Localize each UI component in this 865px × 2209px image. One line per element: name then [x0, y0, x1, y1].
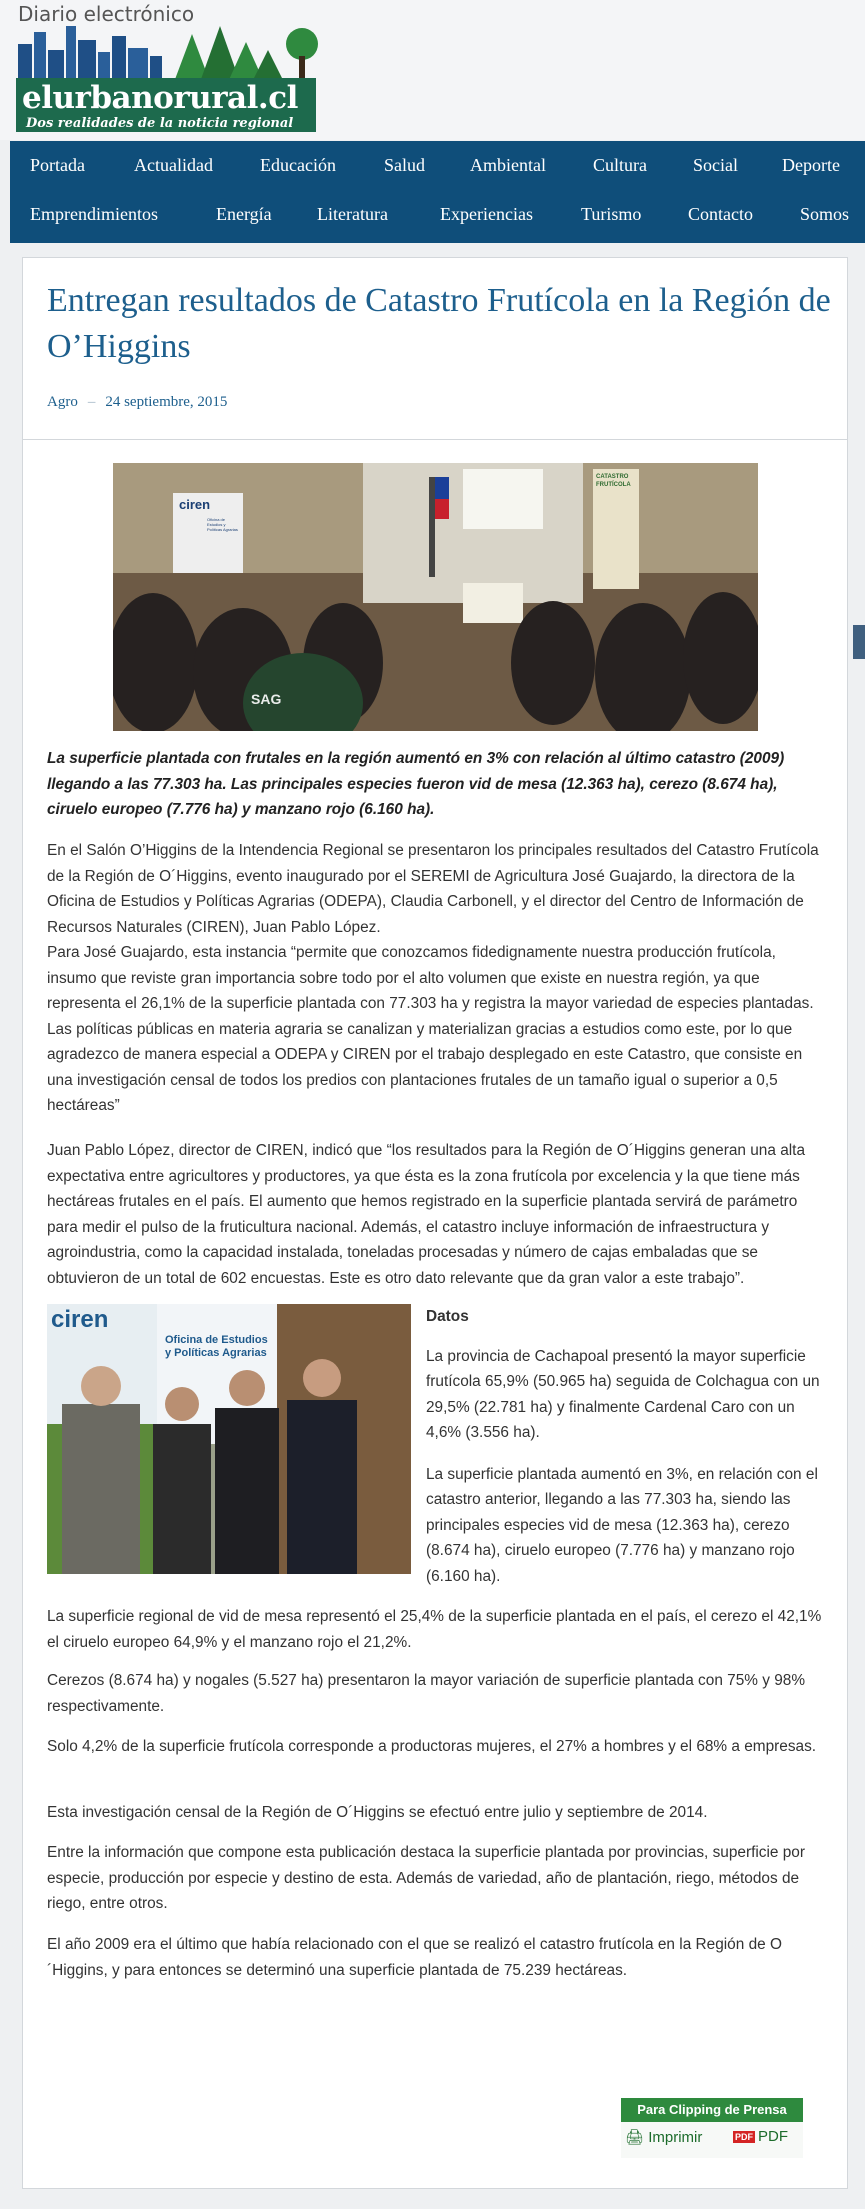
sag-vest-text: SAG [251, 691, 282, 707]
nav-educacion[interactable]: Educación [260, 155, 336, 175]
paragraph-3: Juan Pablo López, director de CIREN, indicó que “los resultados para la Región de O´Higgins generan una alta expectativa entre agricultores y productores, ya que ésta es la zona frutícola por excelencia y la que tiene más hectáreas frutales en el país. El aumento que hemos registrado en la superficie plantada servirá de parámetro para medir el pulso de la fruticultura nacional. Además, el catastro incluye información de infraestructura y agroindustria, como la capacidad instalada, toneladas procesadas y número de cajas embaladas que se obtuvieron de un total de 602 encuestas. Este es otro dato relevante que da gran valor a este trabajo”. [47, 1142, 806, 1287]
article-category[interactable]: Agro [47, 394, 78, 410]
nav-emprendimientos[interactable]: Emprendimientos [30, 204, 158, 224]
nav-energia[interactable]: Energía [216, 204, 272, 224]
meta-separator: – [87, 394, 96, 410]
datos-paragraph-1: La provincia de Cachapoal presentó la mayor superficie frutícola 65,9% (50.965 ha) seguida de Colchagua con un 29,5% (22.781 ha) y finalmente Cardenal Caro con un 4,6% (3.556 ha). [426, 1347, 820, 1441]
ciren-sign-text: ciren [179, 497, 211, 512]
nav-portada[interactable]: Portada [30, 155, 85, 175]
article-card [22, 257, 848, 2189]
nav-somos[interactable]: Somos [800, 204, 850, 224]
printer-icon: 🖨 [625, 2129, 645, 2146]
datos-column [426, 1304, 824, 1589]
paragraph-8: Entre la información que compone esta publicación destaca la superficie plantada por provincias, superficie por especie, producción por especie y destino de esta. Además de variedad, año de plantación, riego, métodos de riego, entre otros. [47, 1844, 805, 1912]
nav-social[interactable]: Social [693, 155, 738, 175]
nav-row-1 [10, 143, 865, 193]
nav-ambiental[interactable]: Ambiental [470, 155, 546, 175]
paragraph-7: Esta investigación censal de la Región de O´Higgins se efectuó entre julio y septiembre de 2014. [47, 1804, 708, 1821]
nav-experiencias[interactable]: Experiencias [440, 204, 533, 224]
paragraph-9: El año 2009 era el último que había relacionado con el que se realizó el catastro frutícola en la Región de O´Higgins, y para entonces se determinó una superficie plantada de 75.239 hectáreas. [47, 1936, 782, 1979]
site-kicker: Diario electrónico [18, 2, 195, 26]
nav-literatura[interactable]: Literatura [317, 204, 388, 224]
paragraph-4: La superficie regional de vid de mesa representó el 25,4% de la superficie plantada en el país, el cerezo el 42,1% el ciruelo europeo 64,9% y el manzano rojo el 21,2%. [47, 1608, 822, 1651]
catastro-sign-text: CATASTRO FRUTÍCOLA [596, 474, 631, 488]
logo-tagline: Dos realidades de la noticia regional [26, 116, 294, 131]
article-title[interactable]: Entregan resultados de Catastro Frutícola en la Región de O’Higgins [47, 282, 831, 365]
paragraph-1: En el Salón O’Higgins de la Intendencia Regional se presentaron los principales resultados del Catastro Frutícola de la Región de O´Higgins, evento inaugurado por el SEREMI de Agricultura José Guajardo, la directora de la Oficina de Estudios y Políticas Agrarias (ODEPA), Claudia Carbonell, y el director del Centro de Información de Recursos Naturales (CIREN), Juan Pablo López. [47, 842, 819, 936]
pdf-label: PDF [758, 2128, 788, 2145]
odepa-banner-text: Oficina de Estudios y Políticas Agrarias [165, 1334, 268, 1359]
datos-heading: Datos [426, 1308, 469, 1325]
officials-photo [47, 1304, 411, 1574]
datos-paragraph-2: La superficie plantada aumentó en 3%, en relación con el catastro anterior, llegando a las 77.303 ha, siendo las principales especies vid de mesa (12.363 ha), cerezo (8.674 ha), ciruelo europeo (7.776 ha) y manzano rojo (6.160 ha). [426, 1465, 818, 1585]
print-label: Imprimir [648, 2129, 703, 2146]
paragraph-2: Para José Guajardo, esta instancia “permite que conozcamos fidedignamente nuestra producción frutícola, insumo que reviste gran importancia sobre todo por el alto volumen que existe en nuestra región, ya que representa el 26,1% de la superficie plantada con 77.303 ha y registra la mayor variedad de especies plantadas. Las políticas públicas en materia agraria se canalizan y materializan gracias a estudios como este, por lo que agradezco de manera especial a ODEPA y CIREN por el trabajo desplegado en este Catastro, que consiste en una investigación censal de todos los predios con plantaciones frutales de un tamaño igual o superior a 0,5 hectáreas” [47, 944, 814, 1114]
press-clipping-widget [621, 2098, 803, 2158]
article-date[interactable]: 24 septiembre, 2015 [105, 394, 228, 410]
article-meta [47, 394, 227, 411]
clipping-heading: Para Clipping de Prensa [621, 2098, 803, 2122]
main-navigation [10, 141, 865, 243]
logo-text: elurbanorural.cl [22, 80, 298, 116]
masthead [0, 0, 865, 140]
print-button[interactable] [625, 2128, 702, 2146]
nav-salud[interactable]: Salud [384, 155, 426, 175]
nav-actualidad[interactable]: Actualidad [134, 155, 213, 175]
paragraph-5: Cerezos (8.674 ha) y nogales (5.527 ha) presentaron la mayor variación de superficie plantada con 75% y 98% respectivamente. [47, 1672, 806, 1715]
header-divider [23, 439, 847, 440]
nav-turismo[interactable]: Turismo [581, 204, 642, 224]
odepa-sign-text: Oficina de Estudios y Políticas Agrarias [207, 517, 238, 532]
article-lead: La superficie plantada con frutales en la región aumentó en 3% con relación al último catastro (2009) llegando a las 77.303 ha. Las principales especies fueron vid de mesa (12.363 ha), cerezo (8.674 ha), ciruelo europeo (7.776 ha) y manzano rojo (6.160 ha). [47, 750, 785, 818]
nav-contacto[interactable]: Contacto [688, 204, 753, 224]
pdf-button[interactable] [733, 2128, 788, 2145]
side-widget-tab[interactable] [853, 625, 865, 659]
pdf-file-icon: PDF [735, 2132, 753, 2143]
paragraph-6: Solo 4,2% de la superficie frutícola corresponde a productoras mujeres, el 27% a hombres y el 68% a empresas. [47, 1738, 817, 1755]
site-logo[interactable] [14, 22, 324, 134]
city-forest-skyline-icon [14, 22, 324, 82]
nav-deporte[interactable]: Deporte [782, 155, 840, 175]
ciren-banner-text: ciren [51, 1306, 109, 1333]
nav-row-2 [10, 192, 865, 242]
event-photo [113, 463, 758, 731]
nav-cultura[interactable]: Cultura [593, 155, 647, 175]
